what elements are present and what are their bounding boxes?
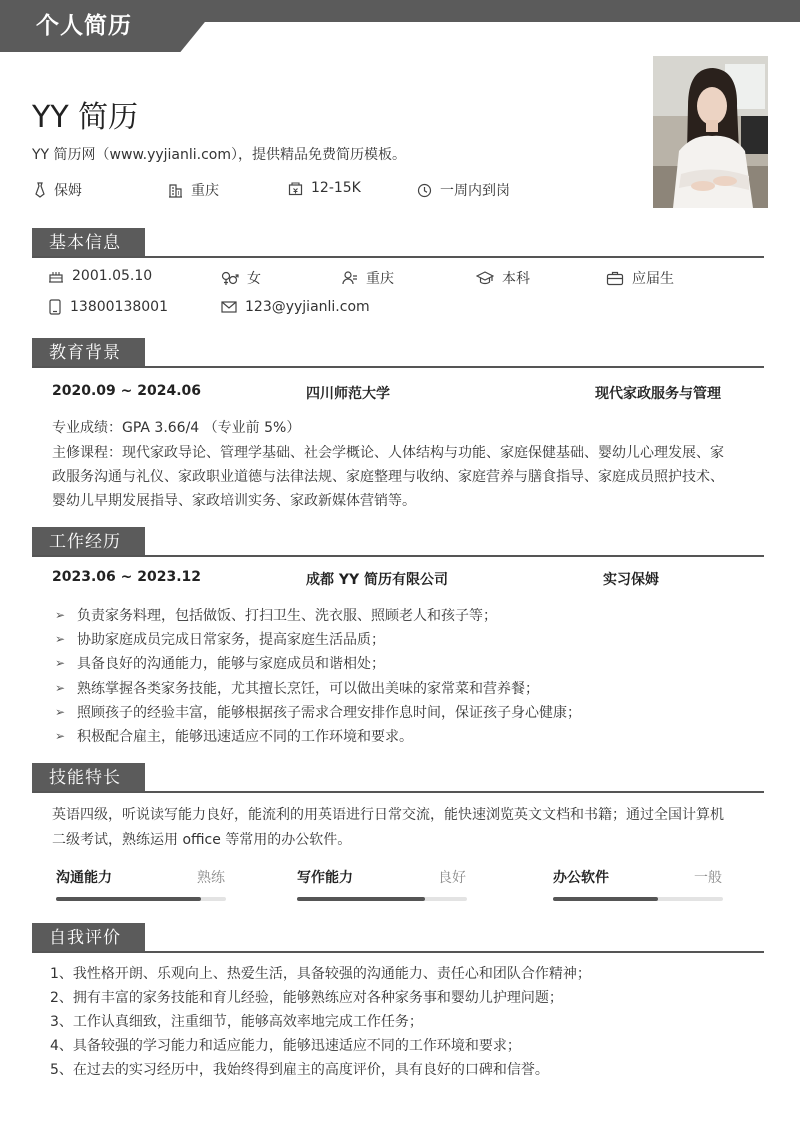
birth-date — [48, 268, 152, 284]
skill-level: 良好 — [438, 870, 466, 886]
work-duty-text: 具备良好的沟通能力，能够与家庭成员和谐相处； — [77, 656, 385, 672]
self-eval-item: 2、拥有丰富的家务技能和育儿经验，能够熟练应对各种家务事和婴幼儿护理问题； — [50, 990, 563, 1006]
degree — [476, 268, 530, 288]
hometown — [342, 268, 394, 288]
arrow-icon: ➢ — [55, 705, 66, 719]
work-duty-text: 协助家庭成员完成日常家务，提高家庭生活品质； — [77, 632, 385, 648]
birth-date-text: 2001.05.10 — [72, 268, 153, 284]
arrow-icon: ➢ — [55, 632, 66, 646]
arrow-icon: ➢ — [55, 681, 66, 695]
cake-icon — [48, 268, 64, 284]
building-icon — [168, 183, 183, 198]
expected-salary-text: 12-15K — [311, 180, 361, 196]
self-eval-item: 5、在过去的实习经历中，我始终得到雇主的高度评价，具有良好的口碑和信誉。 — [50, 1062, 549, 1078]
work-duty-text: 积极配合雇主，能够迅速适应不同的工作环境和要求。 — [77, 729, 413, 745]
skill-name: 沟通能力 — [56, 870, 112, 886]
education-courses-line: 政服务沟通与礼仪、家政职业道德与法律法规、家庭整理与收纳、家庭营养与膳食指导、家庭成员照护技术、 — [52, 469, 724, 485]
work-duty-item — [55, 629, 385, 649]
work-duty-item — [55, 653, 385, 673]
skill-name: 办公软件 — [553, 870, 609, 886]
skill-bar-fill — [553, 897, 658, 901]
education-major: 现代家政服务与管理 — [595, 386, 721, 402]
self-eval-item: 4、具备较强的学习能力和适应能力，能够迅速适应不同的工作环境和要求； — [50, 1038, 521, 1054]
wallet-icon — [288, 181, 303, 196]
section-divider — [32, 555, 764, 557]
resume-name: YY 简历 — [32, 100, 139, 135]
work-duty-text: 熟练掌握各类家务技能，尤其擅长烹饪，可以做出美味的家常菜和营养餐； — [77, 681, 539, 697]
gender-text: 女 — [247, 271, 261, 287]
phone — [48, 299, 168, 315]
status-text: 应届生 — [632, 271, 674, 287]
user-icon — [342, 270, 358, 286]
skill-bar-fill — [297, 897, 425, 901]
mail-icon — [221, 300, 237, 314]
skill-bar — [56, 897, 226, 901]
skills-text-line: 二级考试，熟练运用 office 等常用的办公软件。 — [52, 832, 352, 848]
work-duty-item — [55, 678, 539, 698]
email-text: 123@yyjianli.com — [245, 299, 370, 315]
resume-subtitle: YY 简历网（www.yyjianli.com），提供精品免费简历模板。 — [32, 147, 406, 163]
work-duty-text: 照顾孩子的经验丰富，能够根据孩子需求合理安排作息时间，保证孩子身心健康； — [77, 705, 581, 721]
education-score: 专业成绩：GPA 3.66/4 （专业前 5%） — [52, 420, 301, 436]
skill-bar — [553, 897, 723, 901]
self-eval-item: 1、我性格开朗、乐观向上、热爱生活，具备较强的沟通能力、责任心和团队合作精神； — [50, 966, 591, 982]
briefcase-icon — [606, 270, 624, 286]
section-divider — [32, 366, 764, 368]
degree-text: 本科 — [502, 271, 530, 287]
work-duty-item — [55, 605, 497, 625]
arrow-icon: ➢ — [55, 729, 66, 743]
section-header-work: 工作经历 — [32, 527, 145, 557]
skill-name: 写作能力 — [297, 870, 353, 886]
section-divider — [32, 791, 764, 793]
target-city-text: 重庆 — [191, 183, 219, 199]
work-company: 成都 YY 简历有限公司 — [306, 572, 449, 588]
self-eval-item: 3、工作认真细致，注重细节，能够高效率地完成工作任务； — [50, 1014, 423, 1030]
education-courses-line: 婴幼儿早期发展指导、家政培训实务、家政新媒体营销等。 — [52, 493, 416, 509]
arrow-icon: ➢ — [55, 656, 66, 670]
education-courses-line: 主修课程：现代家政导论、管理学基础、社会学概论、人体结构与功能、家庭保健基础、婴幼儿心理发展、家 — [52, 445, 724, 461]
section-divider — [32, 951, 764, 953]
job-intent — [34, 180, 82, 200]
profile-photo — [653, 56, 768, 208]
section-header-self-evaluation: 自我评价 — [32, 923, 145, 953]
work-duty-item — [55, 702, 581, 722]
gender — [221, 268, 261, 288]
work-position: 实习保姆 — [603, 572, 659, 588]
skill-bar — [297, 897, 467, 901]
section-header-basic: 基本信息 — [32, 228, 145, 258]
skill-bar-fill — [56, 897, 201, 901]
phone-icon — [48, 299, 62, 315]
hometown-text: 重庆 — [366, 271, 394, 287]
availability — [417, 180, 510, 200]
target-city — [168, 180, 219, 200]
skills-text-line: 英语四级，听说读写能力良好，能流利的用英语进行日常交流，能快速浏览英文文档和书籍；通过全国计算机 — [52, 807, 724, 823]
work-duty-text: 负责家务料理，包括做饭、打扫卫生、洗衣服、照顾老人和孩子等； — [77, 608, 497, 624]
work-period: 2023.06 ~ 2023.12 — [52, 569, 202, 585]
tie-icon — [34, 182, 46, 198]
section-header-skills: 技能特长 — [32, 763, 145, 793]
section-header-education: 教育背景 — [32, 338, 145, 368]
gender-icon — [221, 270, 239, 286]
status — [606, 268, 674, 288]
expected-salary — [288, 180, 361, 196]
clock-icon — [417, 183, 432, 198]
section-divider — [32, 256, 764, 258]
education-school: 四川师范大学 — [306, 386, 390, 402]
work-duty-item — [55, 726, 413, 746]
banner-title: 个人简历 — [36, 13, 132, 39]
skill-level: 一般 — [694, 870, 722, 886]
phone-text: 13800138001 — [70, 299, 168, 315]
arrow-icon: ➢ — [55, 608, 66, 622]
availability-text: 一周内到岗 — [440, 183, 510, 199]
job-intent-text: 保姆 — [54, 183, 82, 199]
education-period: 2020.09 ~ 2024.06 — [52, 383, 202, 399]
graduation-cap-icon — [476, 270, 494, 286]
email — [221, 299, 370, 315]
skill-level: 熟练 — [197, 870, 225, 886]
